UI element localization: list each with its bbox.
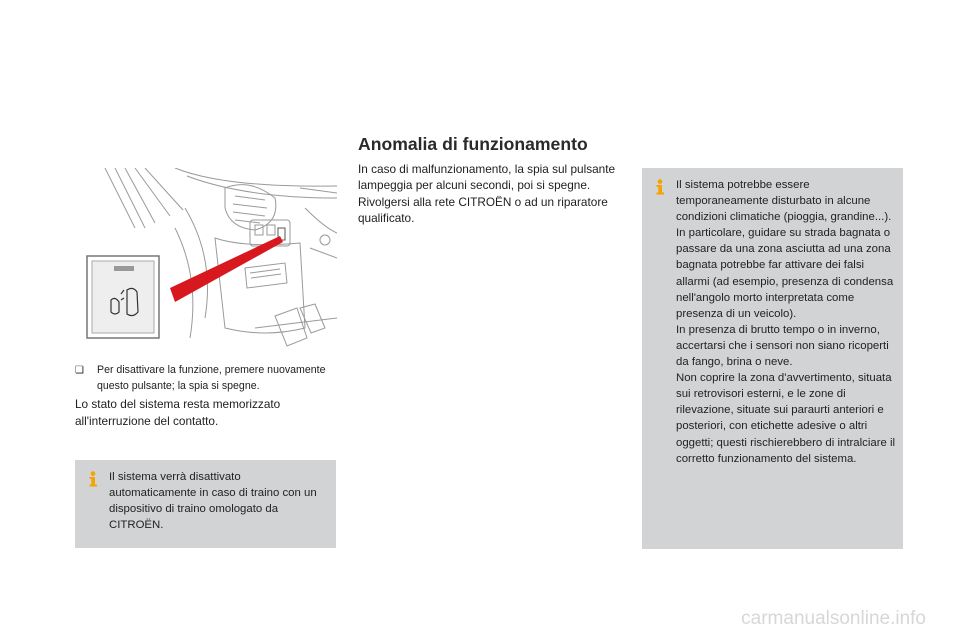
malfunction-line-2: Rivolgersi alla rete CITROËN o ad un riparatore qualificato. bbox=[358, 194, 608, 226]
info-icon bbox=[653, 179, 667, 195]
conditions-paragraph-4: Non coprire la zona d'avvertimento, situata sui retrovisori esterni, e le zone di rilevazione, situate sui paraurti anteriori e posteriori, con etichette adesive o altri oggetti; questi rischierebbero di intralciare il corretto funzionamento del sistema. bbox=[676, 372, 896, 465]
watermark: carmanualsonline.info bbox=[741, 608, 926, 629]
bullet-text: Per disattivare la funzione, premere nuovamente questo pulsante; la spia si spegne. bbox=[97, 364, 326, 392]
instruction-bullet bbox=[75, 363, 350, 394]
info-box-conditions-text bbox=[676, 177, 898, 467]
info-icon bbox=[86, 471, 100, 487]
info-box-conditions bbox=[642, 168, 903, 549]
conditions-paragraph-3: In presenza di brutto tempo o in inverno, accertarsi che i sensori non siano ricoperti da fango, brina o neve. bbox=[676, 323, 889, 369]
dashboard-switch-illustration bbox=[75, 168, 337, 353]
memorization-paragraph: Lo stato del sistema resta memorizzato all'interruzione del contatto. bbox=[75, 397, 281, 428]
malfunction-body bbox=[358, 161, 628, 227]
section-heading: Anomalia di funzionamento bbox=[358, 134, 588, 154]
malfunction-line-1: In caso di malfunzionamento, la spia sul pulsante lampeggia per alcuni secondi, poi si spegne. bbox=[358, 162, 616, 193]
info-box-towing bbox=[75, 460, 336, 548]
conditions-paragraph-2: In particolare, guidare su strada bagnata o passare da una zona asciutta ad una zona bagnata potrebbe far attivare dei falsi allarmi (ad esempio, presenza di condensa nell'angolo morto interpretata come presenza di un veicolo). bbox=[676, 227, 894, 320]
conditions-paragraph-1: Il sistema potrebbe essere temporaneamente disturbato in alcune condizioni climatiche (pioggia, grandine...). bbox=[676, 179, 892, 224]
bullet-marker-icon: ❏ bbox=[75, 365, 84, 376]
info-box-towing-text: Il sistema verrà disattivato automaticamente in caso di traino con un dispositivo di traino omologato da CITROËN. bbox=[109, 471, 317, 532]
